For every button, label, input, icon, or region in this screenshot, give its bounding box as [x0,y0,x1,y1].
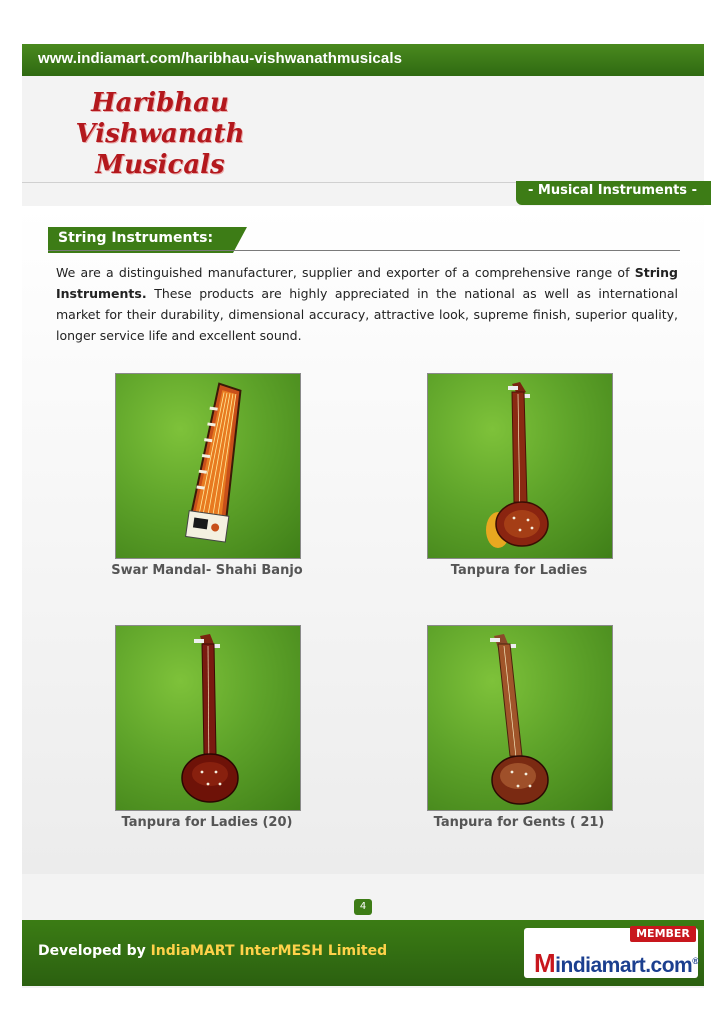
product-caption[interactable]: Tanpura for Gents ( 21) [433,815,605,830]
indiamart-m-icon: M [534,948,556,978]
desc-rest: These products are highly appreciated in the national as well as international market for their durability, dimensional accuracy, attractive look, supreme finish, superior quality, longer service life and excellent sound. [56,286,678,343]
company-logo [60,88,260,181]
indiamart-logo [534,948,698,979]
tanpura-icon [428,626,612,810]
swar-mandal-icon [116,374,300,558]
product-image-tanpura-gents[interactable] [427,625,613,811]
product-caption[interactable]: Tanpura for Ladies [450,563,588,578]
desc-lead: We are a distinguished manufacturer, supplier and exporter of a comprehensive range of [56,265,630,280]
logo-line-3: Musicals [95,150,225,180]
product-image-swar-mandal[interactable] [115,373,301,559]
section-divider [48,250,680,251]
member-label: MEMBER [630,926,696,942]
developed-by-label: Developed by [38,943,146,959]
top-bar [22,44,704,76]
tanpura-icon [428,374,612,558]
desc-bold: String Instruments. [56,265,678,301]
section-title: String Instruments: [48,227,233,253]
logo-line-1: Haribhau [91,88,229,118]
indiamart-brand-text: indiamart.com [555,954,693,977]
product-caption[interactable]: Swar Mandal- Shahi Banjo [111,563,303,578]
section-description [56,262,678,346]
site-url[interactable]: www.indiamart.com/haribhau-vishwanathmusicals [38,50,403,67]
product-image-tanpura-ladies[interactable] [427,373,613,559]
logo-line-2: Vishwanath [75,119,245,149]
page-number: 4 [354,899,372,915]
developed-by-text [38,943,387,959]
tanpura-icon [116,626,300,810]
developer-link[interactable]: IndiaMART InterMESH Limited [150,943,388,959]
registered-mark: ® [692,956,699,966]
product-image-tanpura-ladies-20[interactable] [115,625,301,811]
product-caption[interactable]: Tanpura for Ladies (20) [121,815,293,830]
category-tag: - Musical Instruments - [516,181,711,205]
